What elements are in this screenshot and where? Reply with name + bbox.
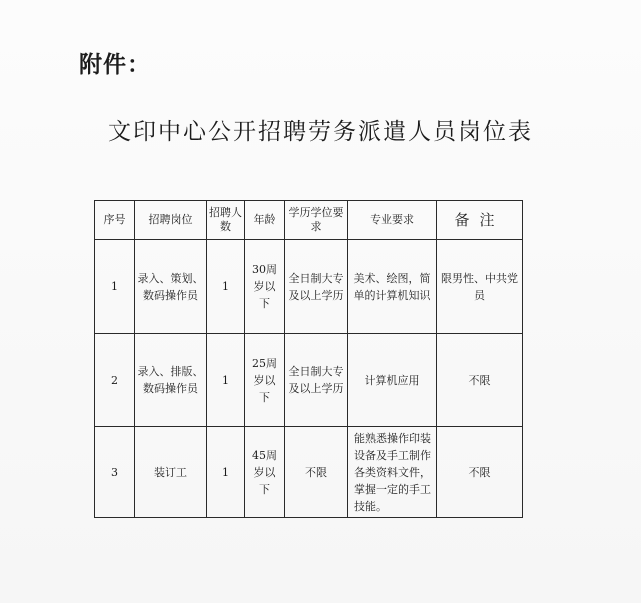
cell-age: 25周岁以下 xyxy=(245,334,285,427)
table-row xyxy=(95,334,523,427)
cell-age: 30周岁以下 xyxy=(245,240,285,334)
cell-note: 不限 xyxy=(437,427,523,518)
cell-major: 能熟悉操作印装设备及手工制作各类资料文件，掌握一定的手工技能。 xyxy=(348,427,437,518)
document-title: 文印中心公开招聘劳务派遣人员岗位表 xyxy=(108,119,533,145)
cell-education: 不限 xyxy=(285,427,348,518)
cell-major: 计算机应用 xyxy=(348,334,437,427)
cell-position: 装订工 xyxy=(135,427,207,518)
cell-count: 1 xyxy=(207,334,245,427)
header-age: 年龄 xyxy=(245,201,285,240)
attachment-label: 附件： xyxy=(79,52,151,78)
header-position: 招聘岗位 xyxy=(135,201,207,240)
cell-position: 录入、策划、数码操作员 xyxy=(135,240,207,334)
cell-education: 全日制大专及以上学历 xyxy=(285,334,348,427)
positions-table xyxy=(94,200,523,518)
table-header-row xyxy=(95,201,523,240)
cell-note: 限男性、中共党员 xyxy=(437,240,523,334)
cell-age: 45周岁以下 xyxy=(245,427,285,518)
table-row xyxy=(95,427,523,518)
header-major: 专业要求 xyxy=(348,201,437,240)
cell-count: 1 xyxy=(207,427,245,518)
header-education: 学历学位要求 xyxy=(285,201,348,240)
header-no: 序号 xyxy=(95,201,135,240)
cell-no: 1 xyxy=(95,240,135,334)
cell-education: 全日制大专及以上学历 xyxy=(285,240,348,334)
cell-no: 2 xyxy=(95,334,135,427)
cell-major: 美术、绘图，简单的计算机知识 xyxy=(348,240,437,334)
header-count: 招聘人数 xyxy=(207,201,245,240)
cell-note: 不限 xyxy=(437,334,523,427)
header-note: 备注 xyxy=(437,201,523,240)
cell-no: 3 xyxy=(95,427,135,518)
cell-position: 录入、排版、数码操作员 xyxy=(135,334,207,427)
cell-count: 1 xyxy=(207,240,245,334)
table-row xyxy=(95,240,523,334)
